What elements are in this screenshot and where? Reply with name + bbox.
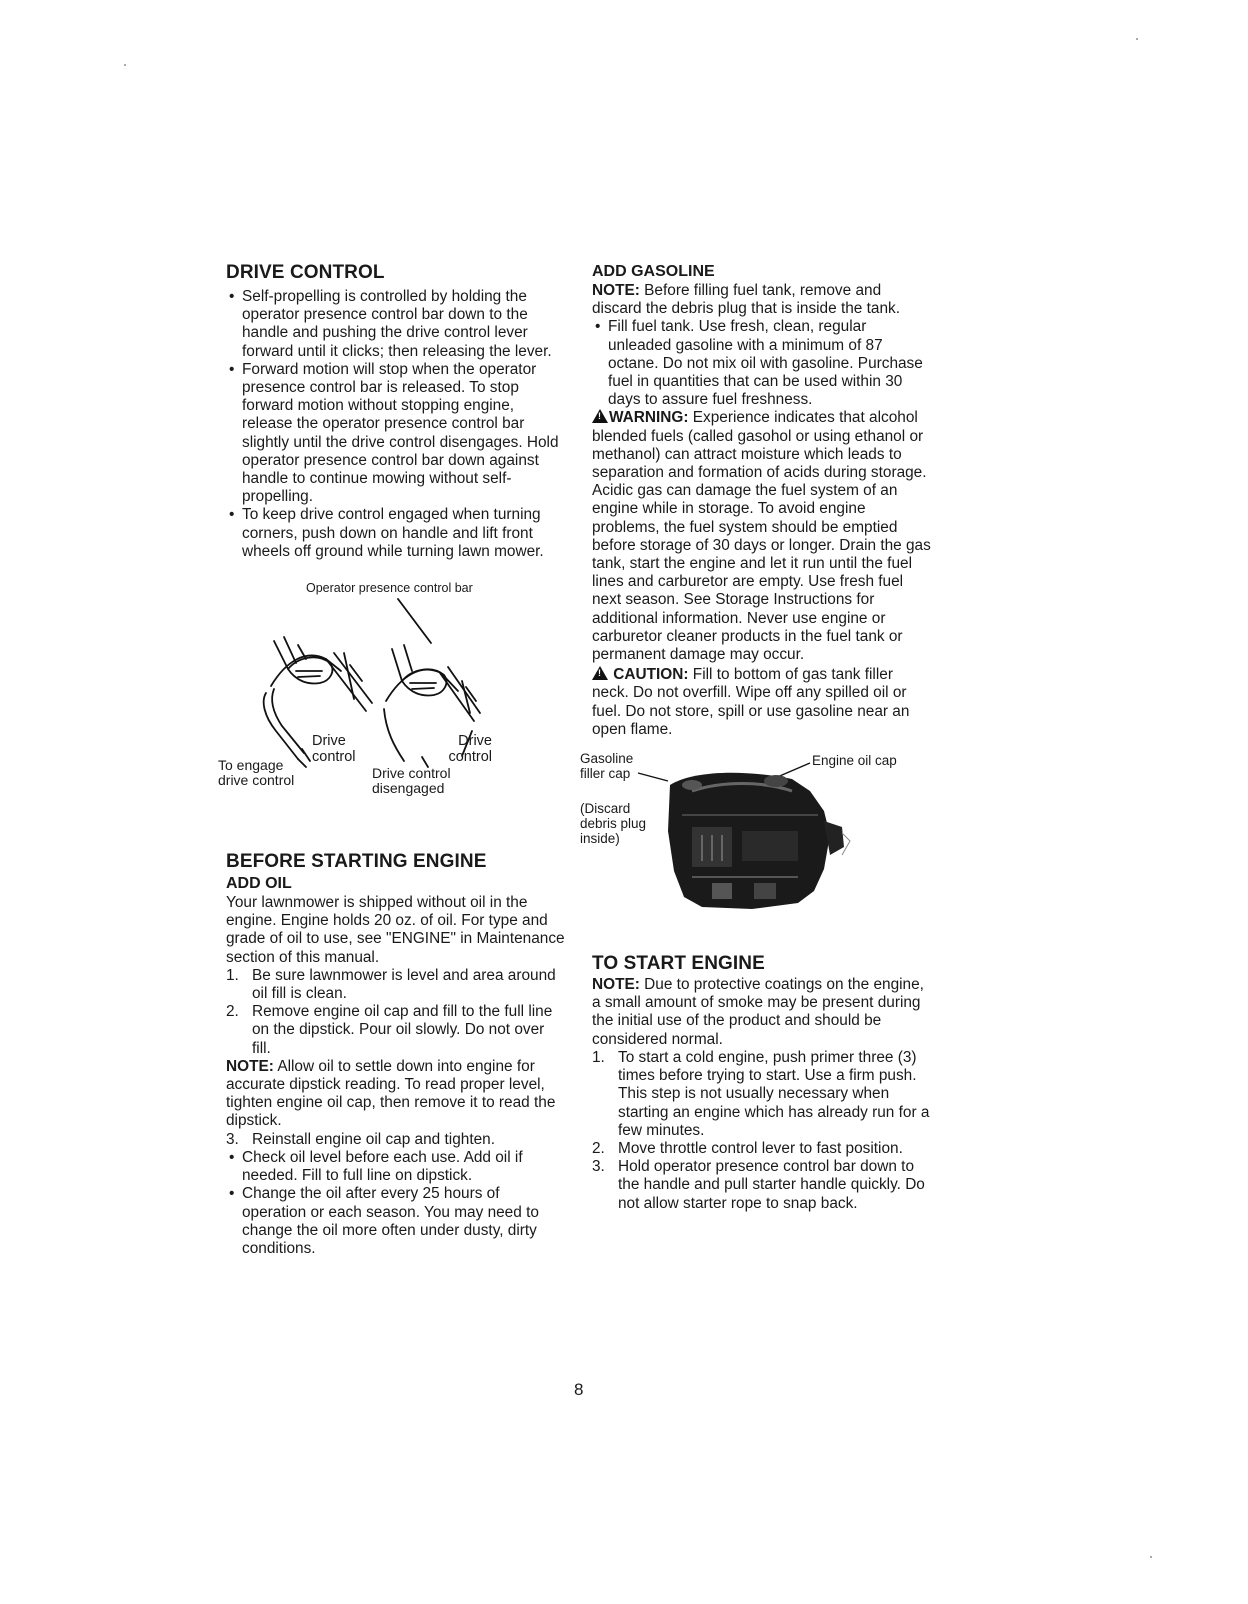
label-drive-control-left: Drive control	[312, 733, 356, 766]
drive-control-figure	[218, 581, 566, 811]
add-gasoline-list	[592, 318, 932, 409]
list-item: • Self-propelling is controlled by holding the operator presence control bar down to the handle and pushing the drive control lever forward until it clicks; then releasing the lever.	[226, 288, 566, 361]
list-item: • Forward motion will stop when the operator presence control bar is released. To stop forward motion without stopping engine, release the operator presence control bar slightly until the drive control disengages. Hold operator presence control bar down against handle to continue mowing without self-propelling.	[226, 361, 566, 507]
scan-speck	[1136, 38, 1138, 40]
label-to-engage: To engage drive control	[218, 757, 295, 789]
list-item: • Check oil level before each use. Add oil if needed. Fill to full line on dipstick.	[226, 1149, 566, 1185]
caution-icon	[592, 666, 608, 680]
warning-paragraph: !WARNING: Experience indicates that alcohol blended fuels (called gasohol or using ethanol or methanol) can attract moisture which leads to separation and formation of acids during storage. Acidic gas can damage the fuel system of an engine while in storage. To avoid engine problems, the fuel system should be emptied before storage of 30 days or longer. Drain the gas tank, start the engine and let it run until the fuel lines and carburetor are empty. Use fresh fuel next season. See Storage Instructions for additional information. Never use engine or carburetor cleaner products in the fuel tank or permanent damage may occur.	[592, 409, 932, 664]
label-drive-control-right: Drive control	[448, 733, 492, 766]
scan-speck	[124, 64, 126, 66]
to-start-heading: TO START ENGINE	[592, 953, 765, 975]
list-item: 1. To start a cold engine, push primer three (3) times before trying to start. Use a firm push. This step is not usually necessary when starting an engine which has already run for a few minutes.	[592, 1048, 930, 1139]
engine-illustration	[592, 751, 932, 931]
add-gasoline-heading: ADD GASOLINE	[592, 263, 715, 280]
label-disengaged: Drive control disengaged	[372, 765, 451, 797]
engine-figure	[580, 751, 932, 931]
to-start-steps	[592, 1049, 932, 1213]
left-column	[218, 262, 566, 1258]
add-oil-subheading: ADD OIL	[226, 875, 292, 893]
add-oil-note: NOTE: Allow oil to settle down into engine for accurate dipstick reading. To read proper level, tighten engine oil cap, then remove it to read the dipstick.	[226, 1057, 556, 1130]
warning-icon	[592, 409, 608, 423]
to-start-note: NOTE: Due to protective coatings on the engine, a small amount of smoke may be present during the initial use of the product and should be considered normal.	[592, 976, 924, 1048]
caution-paragraph: ! CAUTION: Fill to bottom of gas tank filler neck. Do not overfill. Wipe off any spilled oil or fuel. Do not store, spill or use gasoline near an open flame.	[592, 666, 932, 739]
list-item: 1. Be sure lawnmower is level and area around oil fill is clean.	[226, 966, 556, 1003]
add-oil-step-3	[226, 1131, 566, 1258]
list-item: • Change the oil after every 25 hours of operation or each season. You may need to change the oil more often under dusty, dirty conditions.	[226, 1185, 566, 1258]
list-item: • To keep drive control engaged when turning corners, push down on handle and lift front wheels off ground while turning lawn mower.	[226, 506, 566, 561]
label-gasoline-filler: Gasoline filler cap	[580, 751, 634, 782]
drive-control-list	[226, 288, 566, 561]
label-operator-bar: Operator presence control bar	[306, 581, 473, 596]
add-gasoline-note: NOTE: Before filling fuel tank, remove and discard the debris plug that is inside the tank.	[592, 282, 900, 318]
add-oil-intro: Your lawnmower is shipped without oil in the engine. Engine holds 20 oz. of oil. For type and grade of oil to use, see "ENGINE" in Maintenance section of this manual.	[226, 894, 565, 966]
list-item: • Fill fuel tank. Use fresh, clean, regular unleaded gasoline with a minimum of 87 octane. Do not mix oil with gasoline. Purchase fuel in quantities that can be used within 30 days to assure fuel freshness.	[592, 318, 932, 409]
label-engine-oil-cap: Engine oil cap	[812, 753, 897, 769]
page-number: 8	[574, 1380, 584, 1399]
before-starting-heading: BEFORE STARTING ENGINE	[226, 851, 487, 873]
list-item: 2. Move throttle control lever to fast position.	[592, 1139, 903, 1157]
scan-speck	[1150, 1556, 1152, 1558]
add-oil-steps	[226, 967, 566, 1058]
label-discard-plug: (Discard debris plug inside)	[580, 801, 647, 847]
list-item: 3. Reinstall engine oil cap and tighten.	[226, 1130, 495, 1148]
drive-control-heading: DRIVE CONTROL	[226, 262, 385, 283]
list-item: 2. Remove engine oil cap and fill to the full line on the dipstick. Pour oil slowly. Do not over fill.	[226, 1003, 553, 1057]
right-column	[580, 262, 932, 1213]
list-item: 3. Hold operator presence control bar down to the handle and pull starter handle quickly. Do not allow starter rope to snap back.	[592, 1158, 925, 1212]
